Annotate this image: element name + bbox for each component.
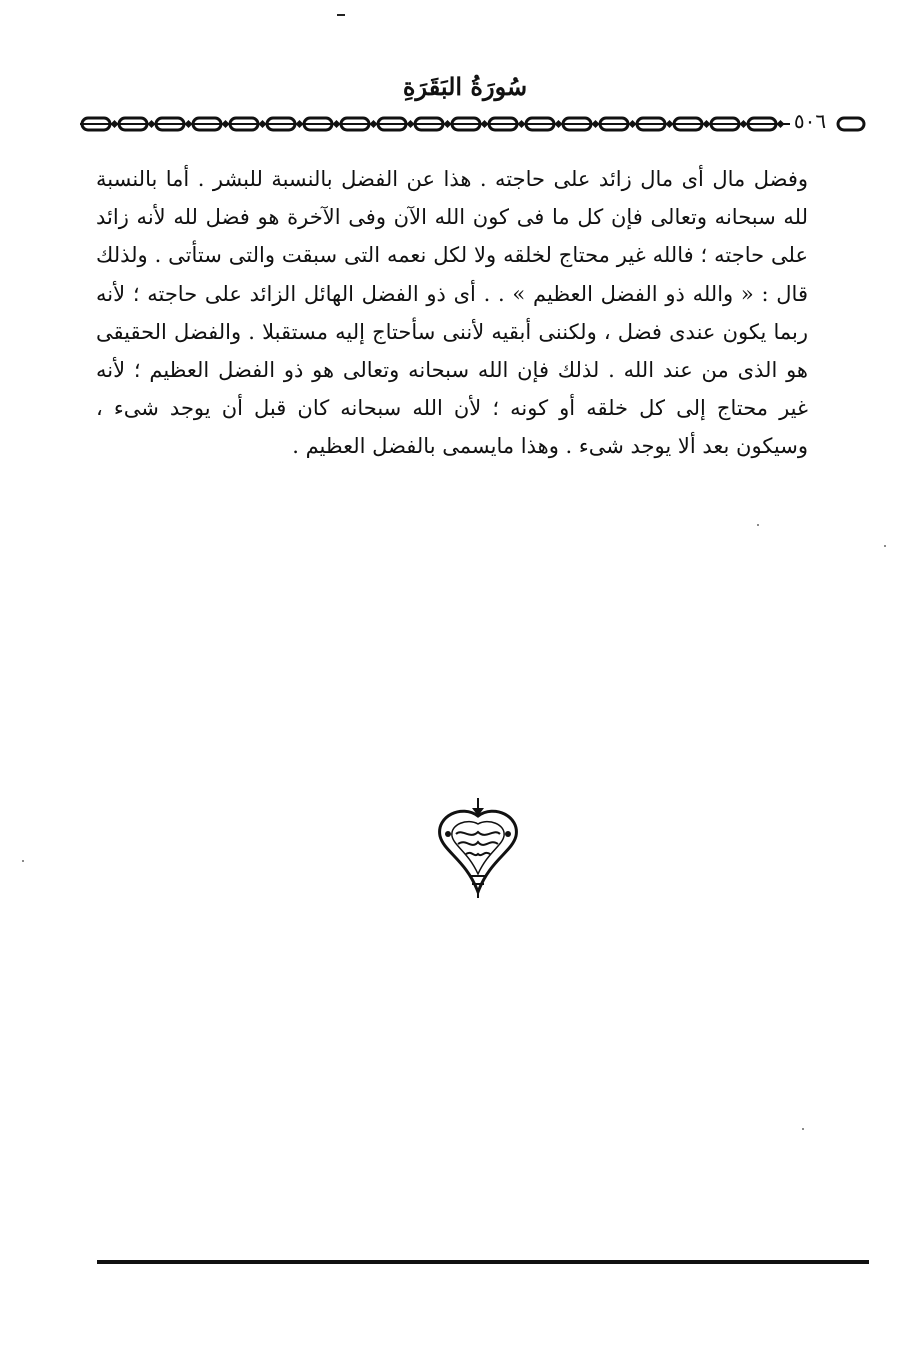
floral-ornament-icon	[432, 794, 524, 898]
chain-border-icon	[80, 114, 790, 134]
chain-end-icon	[836, 114, 866, 134]
scan-speck	[757, 524, 759, 526]
top-scan-mark	[337, 14, 345, 16]
scan-speck	[802, 1128, 804, 1130]
scan-speck	[22, 860, 24, 862]
surah-title: سُورَةُ البَقَرَةِ	[402, 72, 528, 101]
body-paragraph: وفضل مال أى مال زائد على حاجته . هذا عن الفضل بالنسبة للبشر . أما بالنسبة لله سبحانه وتعالى فإن كل ما فى كون الله الآن وفى الآخرة هو فضل لله لأنه زائد على حاجته ؛ فالله غير محتاج لخلقه ولا لكل نعمه التى سبقت والتى ستأتى . ولذلك قال : « والله ذو الفضل العظيم » . . أى ذو الفضل الهائل الزائد على حاجته ؛ لأنه ربما يكون عندى فضل ، ولكننى أبقيه لأننى سأحتاج إليه مستقبلا . والفضل الحقيقى هو الذى من عند الله . لذلك فإن الله سبحانه وتعالى هو ذو الفضل العظيم ؛ لأنه غير محتاج إلى كل خلقه أو كونه ؛ لأن الله سبحانه كان قبل أن يوجد شىء ، وسيكون بعد ألا يوجد شىء . وهذا مايسمى بالفضل العظيم .	[96, 167, 808, 459]
bottom-rule	[97, 1260, 869, 1264]
scan-speck	[884, 545, 886, 547]
page-number: ٥٠٦	[793, 109, 827, 133]
